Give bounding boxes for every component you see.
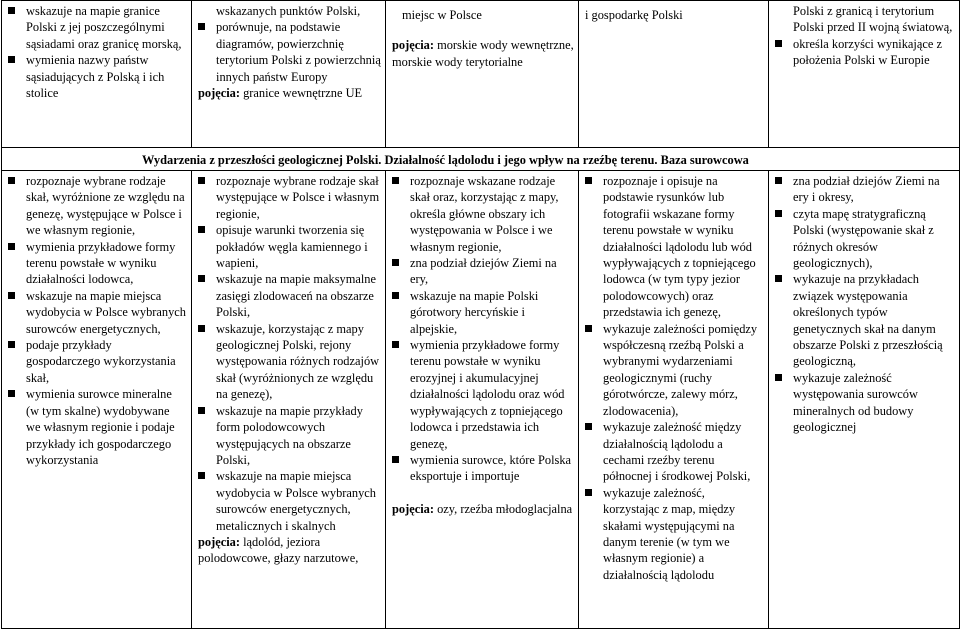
cell-r1-c5 <box>769 1 960 148</box>
concepts-label: pojęcia: <box>392 501 434 516</box>
concepts-label: pojęcia: <box>392 38 434 53</box>
concepts-label: pojęcia: <box>198 534 240 549</box>
continued-text: miejsc w Polsce <box>402 8 482 22</box>
item-text: podaje przykłady gospodarczego wykorzystania skał, <box>26 338 176 385</box>
item-text: wymienia nazwy państw sąsiadujących z Polską i ich stolice <box>26 53 165 101</box>
square-bullet-icon <box>392 177 399 184</box>
square-bullet-icon <box>585 177 592 184</box>
cell-r1-c1 <box>2 1 192 148</box>
table-row <box>2 1 960 148</box>
list-item <box>198 321 381 403</box>
item-text: rozpoznaje wybrane rodzaje skał występujące w Polsce i własnym regionie, <box>216 174 380 221</box>
concepts-text: ozy, rzeźba młodoglacjalna <box>437 501 573 516</box>
item-text: wymienia przykładowe formy terenu powstałe w wyniku erozyjnej i akumulacyjnej działalności lądolodu oraz wód wypływających z topniejącego lodowca i przedstawia ich genezę, <box>410 338 565 451</box>
item-text: zna podział dziejów Ziemi na ery, <box>410 256 557 287</box>
cell-r3-c1 <box>2 171 192 629</box>
requirement-list <box>198 173 381 534</box>
list-item <box>198 403 381 469</box>
item-text: wskazuje na mapie maksymalne zasięgi zlodowaceń na obszarze Polski, <box>216 272 376 320</box>
square-bullet-icon <box>198 177 205 184</box>
list-item <box>392 255 574 288</box>
list-item <box>775 271 955 369</box>
concepts-line <box>392 485 574 517</box>
square-bullet-icon <box>8 292 15 299</box>
item-text: wskazuje, korzystając z mapy geologicznej Polski, rejony występowania różnych rodzajów skał (wyróżnionych ze względu na genezę), <box>216 321 380 402</box>
square-bullet-icon <box>8 7 15 14</box>
list-item <box>585 419 764 485</box>
item-text: porównuje, na podstawie diagramów, powierzchnię terytorium Polski z powierzchnią innych państw Europy <box>216 20 381 84</box>
square-bullet-icon <box>8 390 15 397</box>
list-item <box>8 288 187 337</box>
item-text: wymienia surowce mineralne (w tym skalne) wydobywane we własnym regionie i podaje przykłady ich gospodarczego wykorzystania <box>26 387 175 467</box>
list-item <box>775 370 955 436</box>
square-bullet-icon <box>585 423 592 430</box>
requirement-list <box>775 36 955 69</box>
list-item <box>585 485 764 583</box>
square-bullet-icon <box>392 456 399 463</box>
continued-text: Polski z granicą i terytorium Polski przed II wojną światową, <box>793 4 953 35</box>
concepts-text: lądolód, jeziora polodowcowe, głazy narzutowe, <box>198 534 359 566</box>
concepts-text: granice wewnętrzne UE <box>243 86 363 101</box>
list-item <box>775 36 955 69</box>
square-bullet-icon <box>392 341 399 348</box>
list-item <box>8 3 187 52</box>
item-text: wymienia surowce, które Polska eksportuje i importuje <box>410 452 572 484</box>
item-text: wymienia przykładowe formy terenu powstałe w wyniku działalności lodowca, <box>26 239 176 287</box>
list-item <box>392 173 574 255</box>
cell-r3-c2 <box>192 171 386 629</box>
square-bullet-icon <box>8 243 15 250</box>
table-row <box>2 171 960 629</box>
square-bullet-icon <box>775 210 782 217</box>
list-item <box>198 468 381 534</box>
list-item <box>8 386 187 468</box>
concepts-label: pojęcia: <box>198 86 240 101</box>
concepts-line <box>392 23 574 70</box>
cell-r1-c4 <box>579 1 769 148</box>
requirement-list <box>392 173 574 485</box>
square-bullet-icon <box>585 325 592 332</box>
square-bullet-icon <box>8 341 15 348</box>
list-item <box>198 19 381 85</box>
square-bullet-icon <box>8 56 15 63</box>
item-text: rozpoznaje i opisuje na podstawie rysunków lub fotografii wskazane formy terenu powstałe w wyniku działalności lądolodu lub wód wypływających z topniejącego lodowca (w tym typy jezior polodowcowych) oraz przedstawia ich genezę, <box>603 174 756 320</box>
requirement-list <box>8 3 187 101</box>
cell-r1-c3 <box>386 1 579 148</box>
square-bullet-icon <box>198 325 205 332</box>
item-text: zna podział dziejów Ziemi na ery i okresy, <box>793 174 940 205</box>
item-text: wykazuje zależność, korzystając z map, między skałami występującymi na danym terenie (w tym we własnym regionie) a działalnością lądolodu <box>603 485 736 582</box>
list-item <box>8 173 187 239</box>
list-item <box>8 239 187 288</box>
item-text: określa korzyści wynikające z położenia Polski w Europie <box>793 36 942 68</box>
requirement-list <box>198 19 381 85</box>
list-item <box>392 288 574 337</box>
item-text: rozpoznaje wybrane rodzaje skał, wyróżnione ze względu na genezę, występujące w Polsce i we własnym regionie, <box>26 174 185 238</box>
square-bullet-icon <box>775 177 782 184</box>
cell-r3-c3 <box>386 171 579 629</box>
list-item <box>8 52 187 101</box>
cell-r3-c4 <box>579 171 769 629</box>
list-item <box>392 337 574 452</box>
item-text: wykazuje zależność występowania surowców mineralnych od budowy geologicznej <box>793 370 918 435</box>
square-bullet-icon <box>775 40 782 47</box>
item-text: wskazuje na mapie przykłady form polodowcowych występujących na obszarze Polski, <box>216 403 363 467</box>
requirement-list <box>775 173 955 436</box>
list-item <box>198 173 381 222</box>
list-item <box>775 173 955 206</box>
item-text: wykazuje zależność między działalnością lądolodu a cechami rzeźby terenu północnej i środkowej Polski, <box>603 420 751 484</box>
concepts-line <box>198 85 381 101</box>
item-text: wskazuje na mapie granice Polski z jej poszczególnymi sąsiadami oraz granicę morską, <box>26 4 182 51</box>
concepts-text: morskie wody wewnętrzne, morskie wody terytorialne <box>392 38 574 69</box>
cell-r1-c2 <box>192 1 386 148</box>
continued-text: wskazanych punktów Polski, <box>216 4 361 18</box>
item-text: rozpoznaje wskazane rodzaje skał oraz, korzystając z mapy, określa główne obszary ich występowania w Polsce i we własnym regionie, <box>410 174 559 254</box>
square-bullet-icon <box>8 177 15 184</box>
section-heading: Wydarzenia z przeszłości geologicznej Polski. Działalność lądolodu i jego wpływ na rzeźbę terenu. Baza surowcowa <box>2 148 960 171</box>
concepts-line <box>198 534 381 567</box>
continued-text: i gospodarkę Polski <box>585 8 683 22</box>
square-bullet-icon <box>198 407 205 414</box>
square-bullet-icon <box>198 226 205 233</box>
square-bullet-icon <box>585 489 592 496</box>
section-heading-row <box>2 148 960 171</box>
list-item <box>198 222 381 271</box>
curriculum-table <box>1 0 960 629</box>
item-text: wskazuje na mapie Polski górotwory hercyńskie i alpejskie, <box>410 288 539 336</box>
list-item <box>585 173 764 321</box>
item-text: wskazuje na mapie miejsca wydobycia w Polsce wybranych surowców energetycznych, <box>26 288 187 336</box>
list-item <box>8 337 187 386</box>
square-bullet-icon <box>198 23 205 30</box>
list-item <box>775 206 955 272</box>
requirement-list <box>8 173 187 468</box>
requirement-list <box>585 173 764 583</box>
square-bullet-icon <box>392 259 399 266</box>
item-text: wykazuje na przykładach związek występowania określonych typów genetycznych skał na danym obszarze Polski z przeszłością geologiczną, <box>793 272 943 369</box>
square-bullet-icon <box>775 374 782 381</box>
square-bullet-icon <box>198 275 205 282</box>
square-bullet-icon <box>198 472 205 479</box>
item-text: wykazuje zależności pomiędzy współczesną rzeźbą Polski a wybranymi wydarzeniami geologicznymi (ruchy górotwórcze, zalewy mórz, zlodowacenia), <box>603 321 758 418</box>
item-text: wskazuje na mapie miejsca wydobycia w Polsce wybranych surowców energetycznych, metalicznych i skalnych <box>216 469 377 533</box>
square-bullet-icon <box>775 275 782 282</box>
list-item <box>392 452 574 485</box>
square-bullet-icon <box>392 292 399 299</box>
list-item <box>198 271 381 320</box>
item-text: opisuje warunki tworzenia się pokładów węgla kamiennego i wapieni, <box>216 223 368 271</box>
list-item <box>585 321 764 419</box>
cell-r3-c5 <box>769 171 960 629</box>
item-text: czyta mapę stratygraficzną Polski (występowanie skał z różnych okresów geologicznych), <box>793 206 934 271</box>
